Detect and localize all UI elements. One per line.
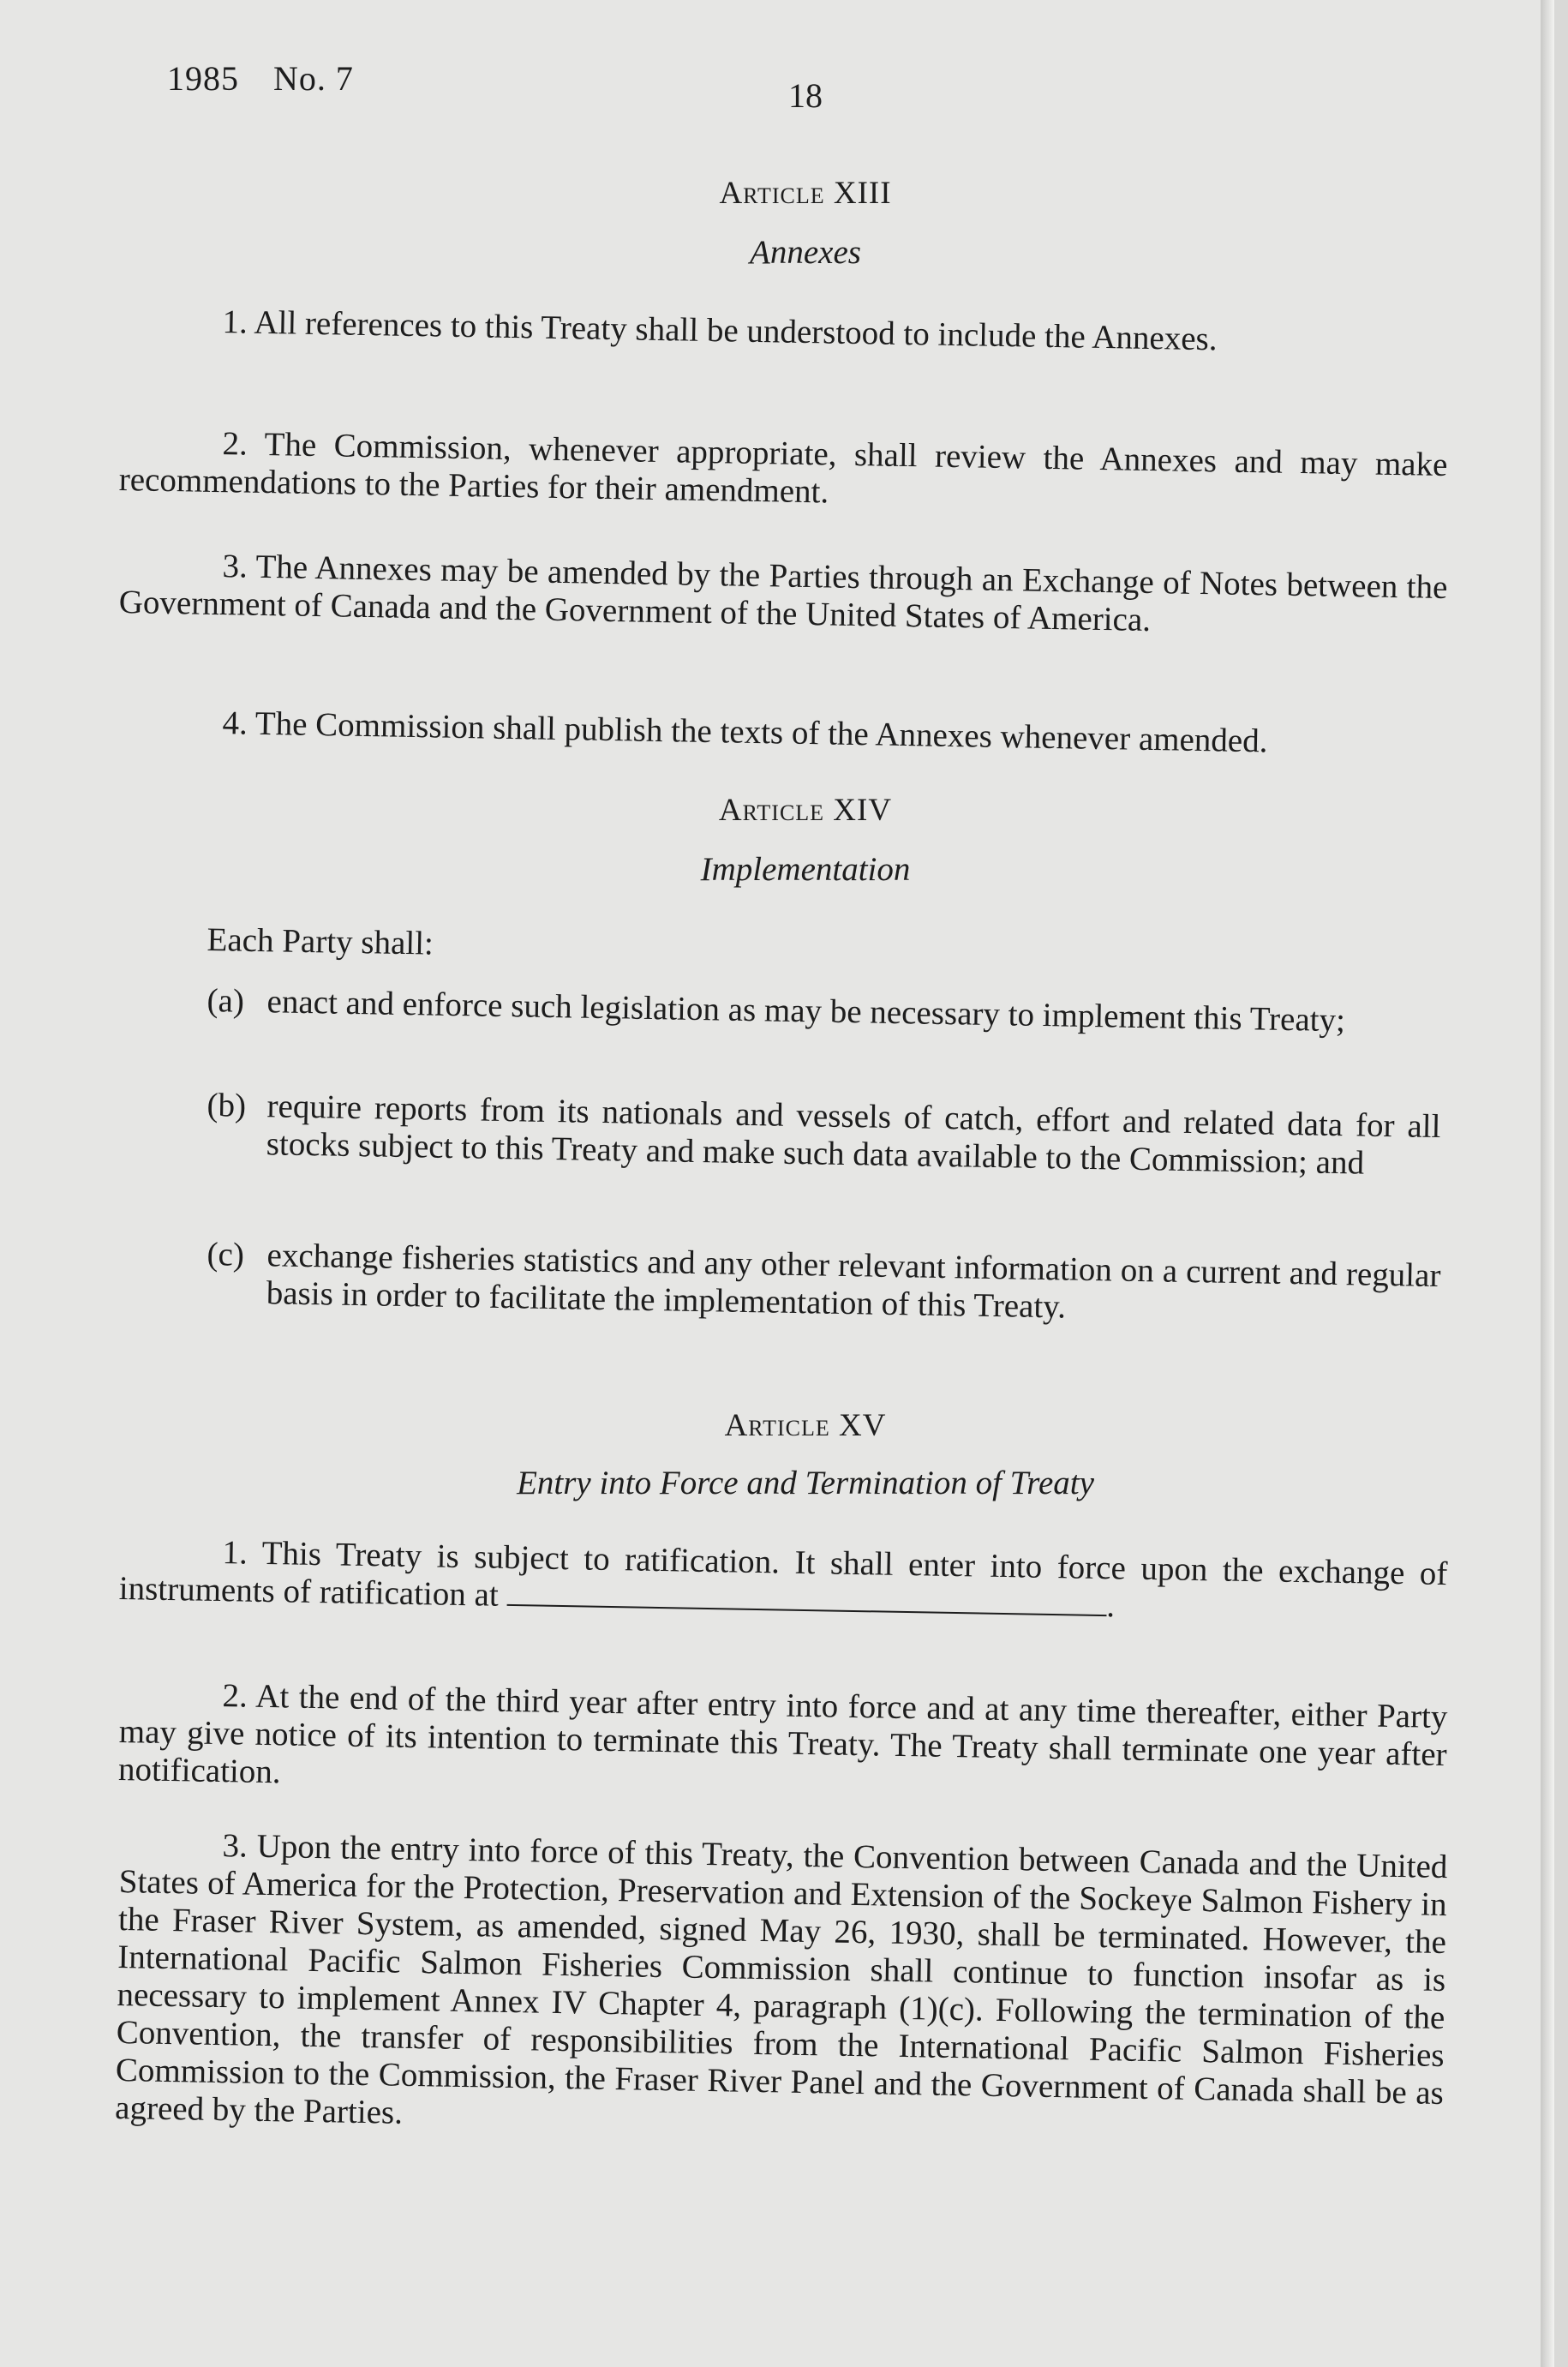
- article-xiv-heading: Article XIV: [718, 793, 893, 828]
- list-marker-a: (a): [206, 982, 245, 1020]
- list-text-c: exchange fisheries statistics and any other relevant information on a current and regular basis in order to facilitate the implementation of this Treaty.: [266, 1237, 1441, 1326]
- article-xv-heading: Article XV: [724, 1408, 887, 1443]
- list-text-b: require reports from its nationals and vessels of catch, effort and related data for all stocks subject to this Treaty and make such data available to the Commission; and: [266, 1088, 1441, 1182]
- article-xv-paragraph-2: 2. At the end of the third year after entry into force and at any time thereafter, either Party may give notice of its intention to terminate this Treaty. The Treaty shall terminate one year after notification.: [117, 1677, 1448, 1791]
- article-xiv-title: Implementation: [700, 851, 911, 888]
- list-marker-c: (c): [206, 1236, 245, 1273]
- list-item-b: [206, 1087, 1440, 1184]
- page-number: 18: [788, 76, 823, 115]
- statute-year: 1985: [167, 59, 239, 98]
- article-xiv-list-b: [206, 1087, 1440, 1184]
- list-text-a: enact and enforce such legislation as may be necessary to implement this Treaty;: [266, 983, 1346, 1040]
- list-item-c: [206, 1236, 1440, 1333]
- article-xiii-paragraph-3: 3. The Annexes may be amended by the Parties through an Exchange of Notes between the Government of Canada and the Government of the United States of America.: [118, 548, 1448, 639]
- article-xiv-list: [206, 982, 1441, 1041]
- article-xv-paragraph-3: 3. Upon the entry into force of this Treaty, the Convention between Canada and the United States of America for the Protection, Preservation and Extension of the Sockeye Salmon Fishery in the Fraser River System, as amended, signed May 26, 1930, shall be terminated. However, the International Pacific Salmon Fisheries Commission shall continue to function insofar as is necessary to implement Annex IV Chapter 4, paragraph (1)(c). Following the termination of the Convention, the transfer of responsibilities from the International Pacific Salmon Fisheries Commission to the Commission, the Fraser River Panel and the Government of Canada shall be as agreed by the Parties.: [114, 1827, 1448, 2131]
- article-xiv-list-c: [206, 1236, 1440, 1333]
- article-xv-paragraph-1-end: .: [1106, 1587, 1116, 1625]
- list-marker-b: (b): [206, 1087, 247, 1124]
- page-edge: [1541, 0, 1554, 2367]
- article-xiii-title: Annexes: [750, 234, 861, 271]
- article-xv-paragraph-1: [118, 1532, 1447, 1631]
- statute-number: No. 7: [273, 59, 354, 98]
- article-xiv-intro: Each Party shall:: [206, 921, 434, 962]
- statute-reference: [167, 58, 354, 99]
- article-xiii-paragraph-2: 2. The Commission, whenever appropriate, shall review the Annexes and may make recommendations to the Parties for their amendment.: [118, 425, 1448, 511]
- article-xiii-heading: Article XIII: [719, 176, 892, 211]
- article-xv-title: Entry into Force and Termination of Treaty: [517, 1465, 1094, 1501]
- list-item-a: [206, 982, 1441, 1041]
- article-xiii-paragraph-1: 1. All references to this Treaty shall be understood to include the Annexes.: [222, 303, 1218, 358]
- article-xv-paragraph-1-text: 1. This Treaty is subject to ratification. It shall enter into force upon the exchange of instruments of ratification at: [118, 1534, 1448, 1614]
- article-xiii-paragraph-4: 4. The Commission shall publish the texts of the Annexes whenever amended.: [222, 704, 1268, 760]
